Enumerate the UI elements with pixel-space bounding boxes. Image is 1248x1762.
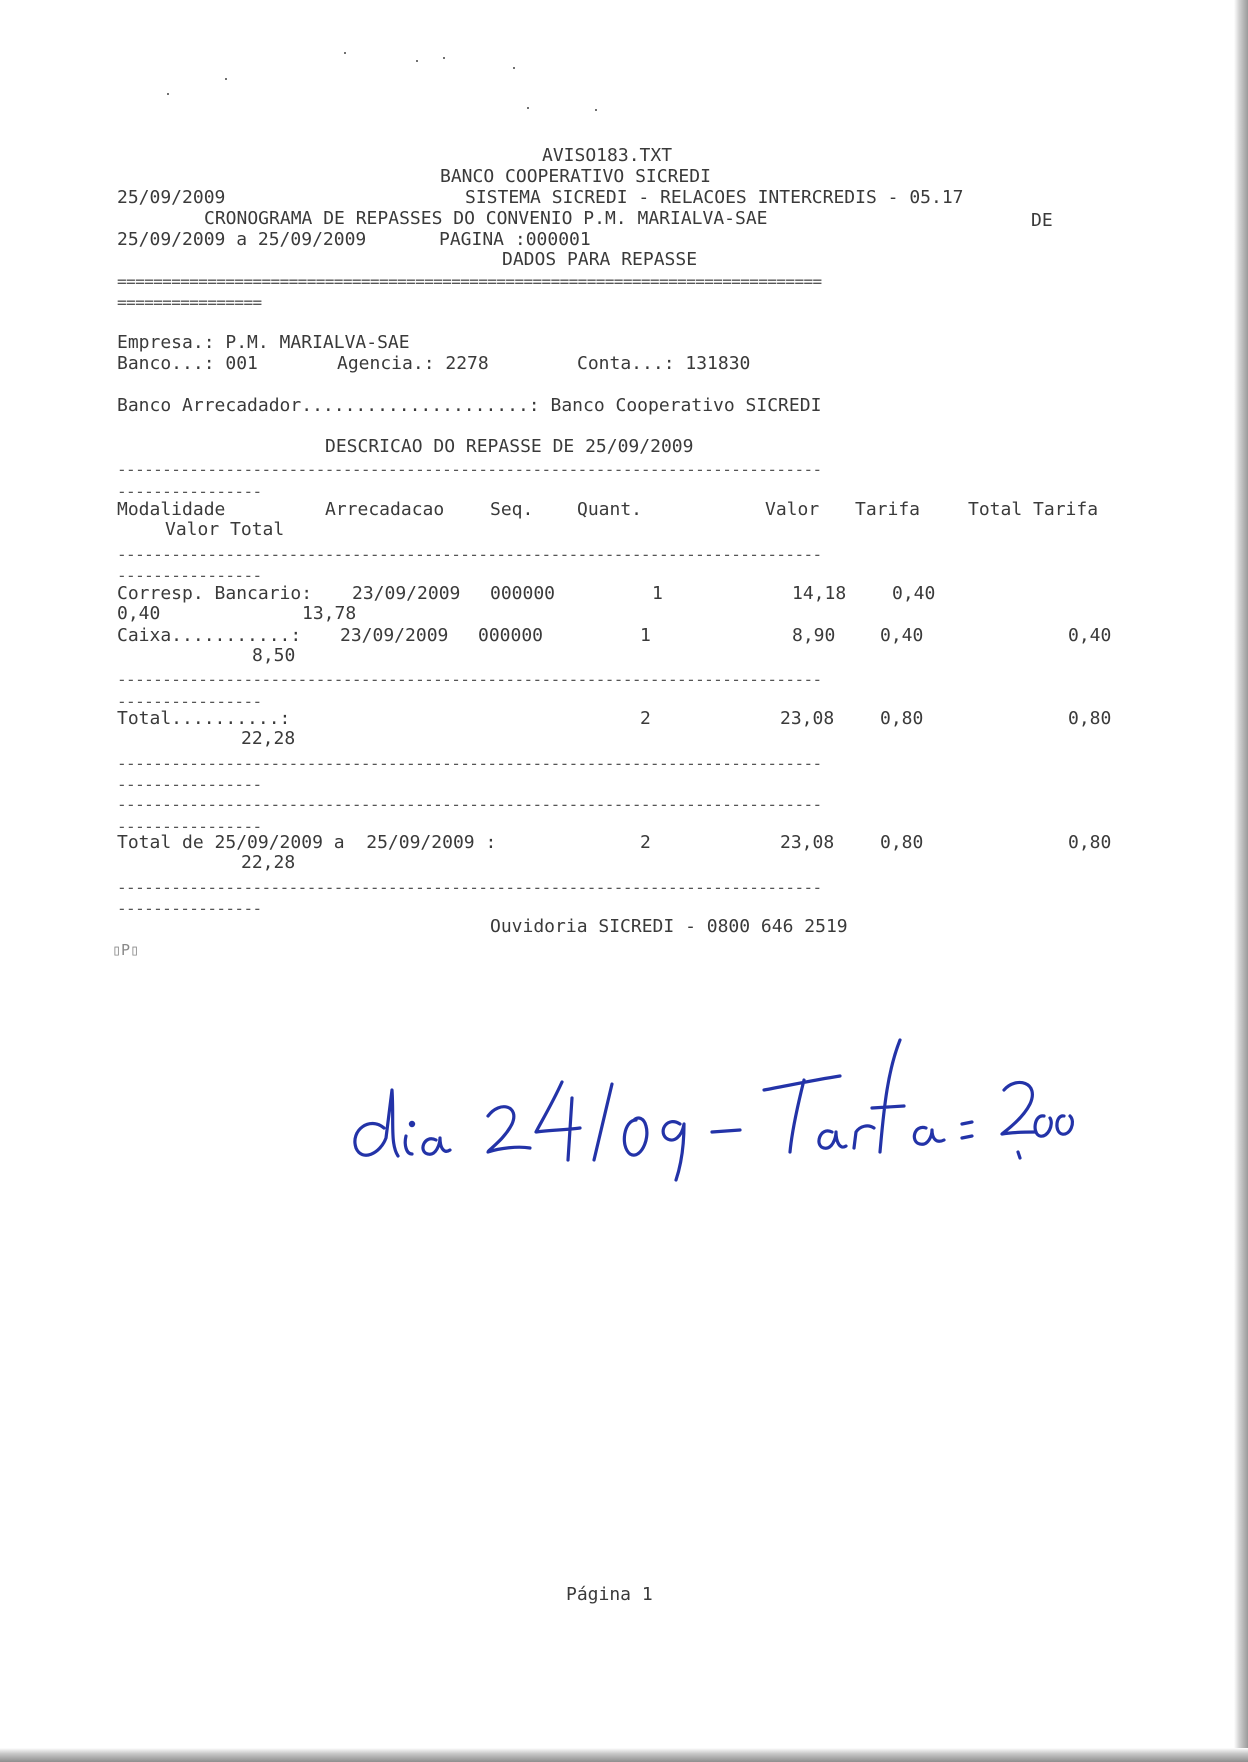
row-seq: 000000 [478, 625, 544, 646]
row-total-tarifa: 0,40 [117, 603, 161, 624]
total-valor-total: 22,28 [241, 728, 296, 749]
row-valor: 14,18 [792, 583, 847, 604]
grand-total-valor: 23,08 [780, 832, 835, 853]
scan-speck [167, 93, 169, 95]
ouvidoria-line: Ouvidoria SICREDI - 0800 646 2519 [490, 916, 848, 937]
row-arrecadacao: 23/09/2009 [352, 583, 461, 604]
total-total-tarifa: 0,80 [1068, 708, 1112, 729]
row-arrecadacao: 23/09/2009 [340, 625, 449, 646]
dash-rule: ---------------- [117, 901, 262, 917]
col-quant: Quant. [577, 499, 643, 520]
col-valor: Valor [765, 499, 820, 520]
control-marker: ▯P▯ [112, 941, 140, 959]
total-quant: 2 [640, 708, 651, 729]
system-name: SISTEMA SICREDI - RELACOES INTERCREDIS - 05.17 [465, 187, 964, 208]
dash-rule: ------------------------------------------------------------------------------ [117, 756, 822, 772]
grand-total-valor-total: 22,28 [241, 852, 296, 873]
grand-total-tarifa: 0,80 [880, 832, 924, 853]
col-tarifa: Tarifa [855, 499, 921, 520]
col-total-tarifa: Total Tarifa [968, 499, 1099, 520]
dash-rule: ---------------- [117, 777, 262, 793]
scan-speck [443, 57, 445, 59]
dash-rule: ---------------- [117, 819, 262, 835]
dash-rule: ------------------------------------------------------------------------------ [117, 797, 822, 813]
col-valor-total: Valor Total [165, 519, 285, 540]
dash-rule: ---------------- [117, 694, 262, 710]
row-quant: 1 [640, 625, 651, 646]
grand-total-quant: 2 [640, 832, 651, 853]
empresa-line: Empresa.: P.M. MARIALVA-SAE [117, 332, 410, 353]
dash-rule: ---------------- [117, 484, 262, 500]
report-date: 25/09/2009 [117, 187, 226, 208]
grand-total-label: Total de 25/09/2009 a 25/09/2009 : [117, 832, 497, 853]
cronograma-de: DE [1031, 210, 1053, 231]
conta-line: Conta...: 131830 [577, 353, 751, 374]
col-arrecadacao: Arrecadacao [325, 499, 445, 520]
row-modalidade: Caixa...........: [117, 625, 302, 646]
row-quant: 1 [652, 583, 663, 604]
scan-edge-bottom [0, 1748, 1248, 1762]
total-valor: 23,08 [780, 708, 835, 729]
scan-speck [595, 109, 597, 111]
banco-line: Banco...: 001 [117, 353, 258, 374]
dash-rule: ------------------------------------------------------------------------------ [117, 547, 822, 563]
repasse-title: DESCRICAO DO REPASSE DE 25/09/2009 [325, 436, 694, 457]
scan-edge-right [1234, 0, 1248, 1762]
arrecadador-line: Banco Arrecadador.....................: Banco Cooperativo SICREDI [117, 395, 822, 416]
total-label: Total..........: [117, 708, 291, 729]
row-valor-total: 8,50 [252, 645, 296, 666]
agencia-line: Agencia.: 2278 [337, 353, 489, 374]
col-modalidade: Modalidade [117, 499, 226, 520]
page-footer: Página 1 [566, 1584, 653, 1605]
row-seq: 000000 [490, 583, 556, 604]
scan-speck [513, 67, 515, 69]
scan-speck [527, 107, 529, 109]
handwritten-note [340, 1020, 1080, 1190]
scan-speck [344, 52, 346, 54]
dash-rule: ------------------------------------------------------------------------------ [117, 880, 822, 896]
row-tarifa: 0,40 [892, 583, 936, 604]
row-valor: 8,90 [792, 625, 836, 646]
section-title: DADOS PARA REPASSE [502, 249, 698, 270]
bank-name: BANCO COOPERATIVO SICREDI [440, 166, 711, 187]
page-number: PAGINA :000001 [439, 229, 591, 250]
dash-rule: ------------------------------------------------------------------------------ [117, 672, 822, 688]
row-modalidade: Corresp. Bancario: [117, 583, 313, 604]
row-total-tarifa: 0,40 [1068, 625, 1112, 646]
double-rule: ================ [117, 295, 262, 311]
file-name: AVISO183.TXT [542, 145, 673, 166]
row-valor-total: 13,78 [302, 603, 357, 624]
total-tarifa: 0,80 [880, 708, 924, 729]
col-seq: Seq. [490, 499, 534, 520]
cronograma-title: CRONOGRAMA DE REPASSES DO CONVENIO P.M. MARIALVA-SAE [204, 208, 768, 229]
double-rule: ============================================================================== [117, 274, 822, 290]
dash-rule: ---------------- [117, 568, 262, 584]
grand-total-total-tarifa: 0,80 [1068, 832, 1112, 853]
dash-rule: ------------------------------------------------------------------------------ [117, 462, 822, 478]
report-period: 25/09/2009 a 25/09/2009 [117, 229, 367, 250]
scan-speck [416, 60, 418, 62]
scan-speck [225, 78, 227, 80]
row-tarifa: 0,40 [880, 625, 924, 646]
